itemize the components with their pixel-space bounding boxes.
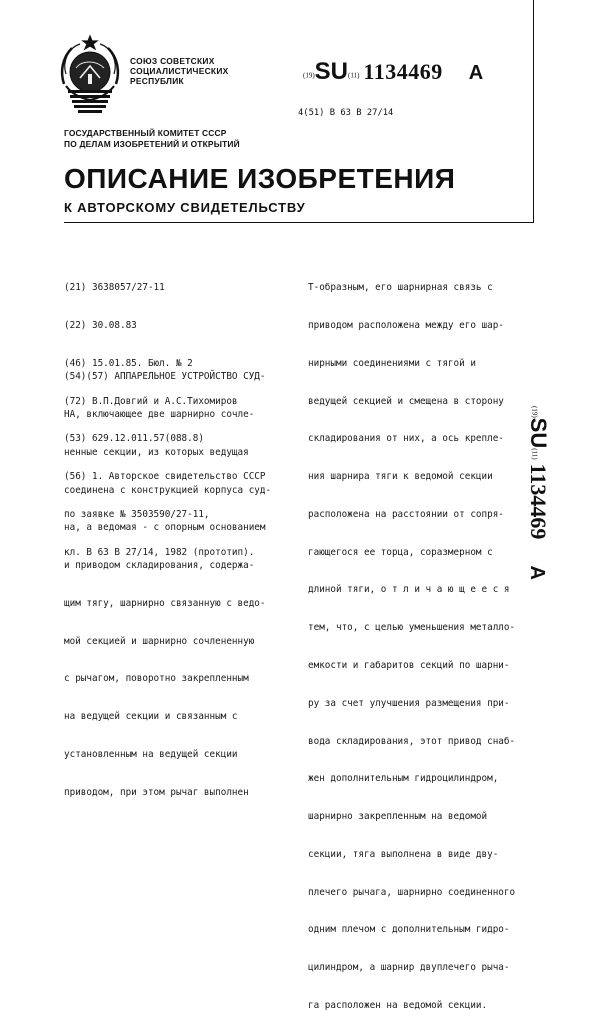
issuing-state-line-2: СОЦИАЛИСТИЧЕСКИХ <box>130 66 229 76</box>
abstract-line: емкости и габаритов секций по шарни- <box>308 660 510 671</box>
code-19: (19) <box>303 71 315 80</box>
abstract-line: плечего рычага, шарнирно соединенного <box>308 886 516 898</box>
abstract-line: щим тягу, шарнирно связанную с ведо- <box>64 597 266 609</box>
side-patent-number: 1134469 <box>526 463 551 540</box>
ipc-classification: 4(51) В 63 В 27/14 <box>298 108 394 118</box>
abstract-line: на ведущей секции и связанным с <box>64 711 238 723</box>
biblio-line: (56) 1. Авторское свидетельство СССР <box>64 471 266 483</box>
abstract-line: и приводом складирования, содержа- <box>64 560 255 572</box>
abstract-right-column <box>308 257 515 1025</box>
issuing-state <box>130 56 229 86</box>
abstract-line: Т-образным, его шарнирная связь с <box>308 282 493 294</box>
document-subtitle: К АВТОРСКОМУ СВИДЕТЕЛЬСТВУ <box>64 200 306 215</box>
side-patent-label <box>526 400 569 670</box>
abstract-line: шарнирно закрепленным на ведомой <box>308 811 488 823</box>
committee-line-1: ГОСУДАРСТВЕННЫЙ КОМИТЕТ СССР <box>64 128 227 138</box>
abstract-line: цилиндром, а шарнир двуплечего рыча- <box>308 962 510 974</box>
document-title: ОПИСАНИЕ ИЗОБРЕТЕНИЯ <box>64 163 456 194</box>
issuing-state-line-1: СОЮЗ СОВЕТСКИХ <box>130 56 215 66</box>
patent-number-block <box>303 58 483 86</box>
abstract-line: расположена на расстоянии от сопря- <box>308 508 504 520</box>
committee-line-2: ПО ДЕЛАМ ИЗОБРЕТЕНИЙ И ОТКРЫТИЙ <box>64 139 240 149</box>
biblio-line: (72) В.П.Довгий и А.С.Тихомиров <box>64 395 238 407</box>
abstract-line: тем, что, с целью уменьшения металло- <box>308 622 516 634</box>
abstract-line: соединена с конструкцией корпуса суд- <box>64 484 272 496</box>
abstract-line: ненные секции, из которых ведущая <box>64 446 249 458</box>
patent-number: 1134469 <box>363 59 443 84</box>
abstract-line: га расположен на ведомой секции. <box>308 1000 488 1012</box>
abstract-line: НА, включающее две шарнирно сочле- <box>64 408 255 420</box>
abstract-line: вода складирования, этот привод снаб- <box>308 735 516 747</box>
abstract-left-column <box>64 346 271 812</box>
abstract-line: гающегося ее торца, соразмерном с <box>308 546 493 558</box>
abstract-line: одним плечом с дополнительным гидро- <box>308 924 510 936</box>
abstract-line: с рычагом, поворотно закрепленным <box>64 673 249 685</box>
abstract-line: нирными соединениями с тягой и <box>308 357 476 369</box>
abstract-line: установленным на ведущей секции <box>64 749 238 760</box>
biblio-line: кл. В 63 В 27/14, 1982 (прототип). <box>64 546 255 558</box>
abstract-line: ведущей секцией и смещена в сторону <box>308 395 504 407</box>
country-code: SU <box>314 58 349 85</box>
side-code-19: (19) <box>530 406 539 418</box>
abstract-line: приводом, при этом рычаг выполнен <box>64 786 249 798</box>
side-kind-code: A <box>526 565 548 580</box>
abstract-line: складирования от них, а ось крепле- <box>308 433 504 445</box>
abstract-line: приводом расположена между его шар- <box>308 319 504 331</box>
ussr-emblem-icon <box>58 34 122 118</box>
abstract-line: секции, тяга выполнена в виде дву- <box>308 848 499 860</box>
abstract-line: длиной тяги, о т л и ч а ю щ е е с я <box>308 584 510 596</box>
abstract-line: (54)(57) АППАРЕЛЬНОЕ УСТРОЙСТВО СУД- <box>64 371 266 383</box>
abstract-line: ния шарнира тяги к ведомой секции <box>308 471 493 483</box>
kind-code: A <box>468 62 484 84</box>
header-divider-horizontal <box>64 222 534 223</box>
biblio-line: (21) 3638057/27-11 <box>64 282 165 294</box>
abstract-line: жен дополнительным гидроцилиндром, <box>308 773 499 785</box>
abstract-line: ру за счет улучшения размещения при- <box>308 697 510 709</box>
abstract-line: на, а ведомая - с опорным основанием <box>64 522 266 534</box>
code-11: (11) <box>348 71 360 80</box>
side-country-code: SU <box>526 417 551 449</box>
committee <box>64 128 240 150</box>
biblio-line: по заявке № 3503590/27-11, <box>64 508 210 520</box>
biblio-line: (53) 629.12.011.57(088.8) <box>64 433 204 445</box>
biblio-line: (22) 30.08.83 <box>64 319 137 331</box>
header-divider-vertical <box>533 0 534 223</box>
abstract-line: мой секцией и шарнирно сочлененную <box>64 635 255 647</box>
issuing-state-line-3: РЕСПУБЛИК <box>130 76 184 86</box>
side-code-11: (11) <box>530 448 539 460</box>
biblio-line: (46) 15.01.85. Бюл. № 2 <box>64 357 193 369</box>
